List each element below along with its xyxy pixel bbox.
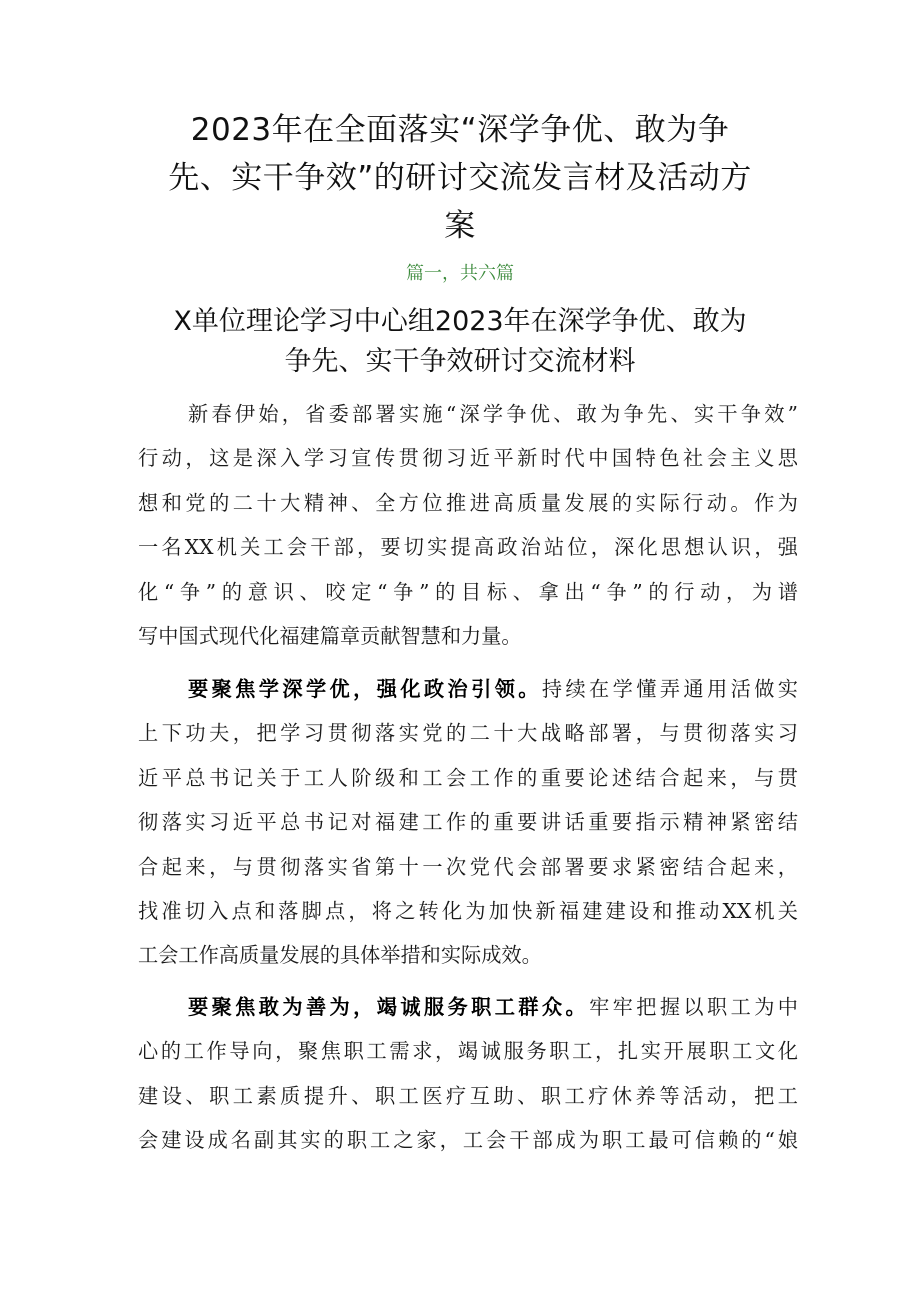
paragraph-line: 写中国式现代化福建篇章贡献智慧和力量。 bbox=[138, 623, 522, 648]
paragraph-lead: 要聚焦学深学优，强化政治引领。 bbox=[188, 677, 542, 701]
paragraph-line: 工会工作高质量发展的具体举措和实际成效。 bbox=[138, 943, 542, 968]
title-line: 先、实干争效”的研讨交流发言材及活动方 bbox=[168, 160, 752, 196]
document-subtitle bbox=[120, 302, 800, 382]
paragraph-intro bbox=[138, 392, 798, 658]
paragraph-line-rest: 牢牢把握以职工为中 bbox=[589, 995, 798, 1019]
paragraph-line: 想和党的二十大精神、全方位推进高质量发展的实际行动。作为 bbox=[138, 490, 798, 515]
paragraph-line: 新春伊始，省委部署实施“深学争优、敢为争先、实干争效” bbox=[188, 402, 798, 426]
paragraph-service bbox=[138, 985, 798, 1163]
paragraph-line: 合起来，与贯彻落实省第十一次党代会部署要求紧密结合起来， bbox=[138, 854, 798, 879]
document-title bbox=[120, 106, 800, 250]
paragraph-line: 心的工作导向，聚焦职工需求，竭诚服务职工，扎实开展职工文化 bbox=[138, 1039, 798, 1064]
subtitle-line: X单位理论学习中心组2023年在深学争优、敢为 bbox=[173, 306, 747, 337]
paragraph-line-rest: 持续在学懂弄通用活做实 bbox=[541, 677, 798, 701]
paragraph-first-line bbox=[138, 667, 798, 711]
subtitle-line: 争先、实干争效研讨交流材料 bbox=[284, 346, 636, 377]
title-line: 2023年在全面落实“深学争优、敢为争 bbox=[190, 112, 730, 148]
paragraph-line: 彻落实习近平总书记对福建工作的重要讲话重要指示精神紧密结 bbox=[138, 810, 798, 835]
paragraph-line: 会建设成名副其实的职工之家，工会干部成为职工最可信赖的“娘 bbox=[138, 1128, 798, 1153]
paragraph-line: 一名XX机关工会干部，要切实提高政治站位，深化思想认识，强 bbox=[138, 535, 798, 560]
title-line: 案 bbox=[444, 208, 476, 244]
paragraph-line: 上下功夫，把学习贯彻落实党的二十大战略部署，与贯彻落实习 bbox=[138, 721, 798, 746]
paragraph-study bbox=[138, 667, 798, 978]
paragraph-first-line bbox=[138, 985, 798, 1029]
paragraph-line: 建设、职工素质提升、职工医疗互助、职工疗休养等活动，把工 bbox=[138, 1083, 798, 1108]
paragraph-lead: 要聚焦敢为善为，竭诚服务职工群众。 bbox=[188, 995, 590, 1019]
section-label: 篇一，共六篇 bbox=[406, 263, 514, 284]
paragraph-line: 近平总书记关于工人阶级和工会工作的重要论述结合起来，与贯 bbox=[138, 765, 798, 790]
paragraph-line: 化“争”的意识、咬定“争”的目标、拿出“争”的行动，为谱 bbox=[138, 579, 798, 604]
paragraph-line: 找准切入点和落脚点，将之转化为加快新福建建设和推动XX机关 bbox=[138, 898, 798, 923]
paragraph-line: 行动，这是深入学习宣传贯彻习近平新时代中国特色社会主义思 bbox=[138, 446, 798, 471]
